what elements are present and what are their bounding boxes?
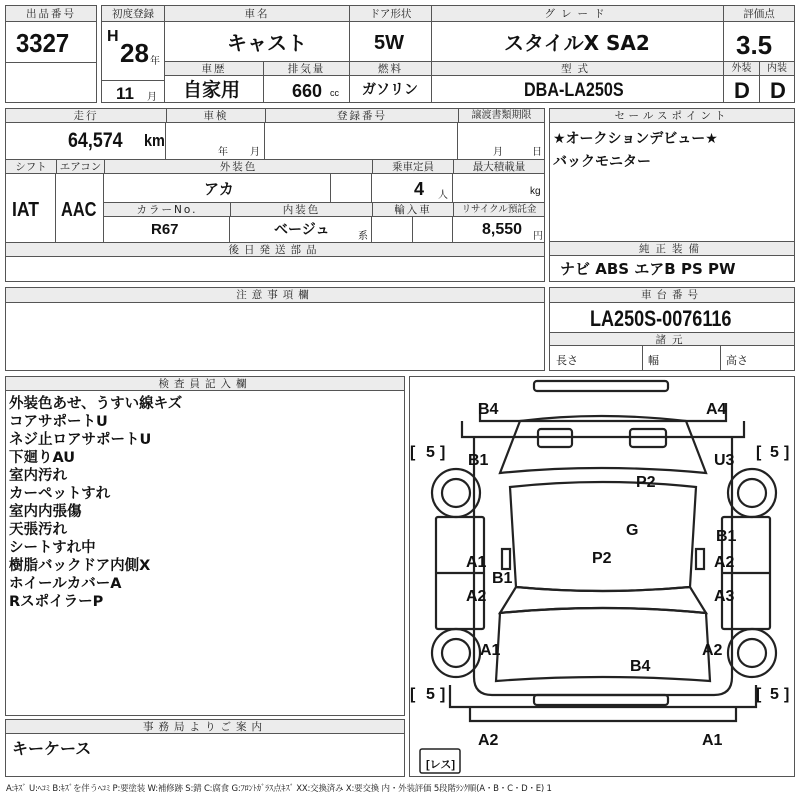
inspector-note: シートすれ中 bbox=[9, 540, 96, 556]
inspector-note: 下廻りAU bbox=[9, 450, 76, 466]
rear-door-right-code: B1 bbox=[716, 528, 737, 545]
rl-tire-bracket-open: [ bbox=[756, 444, 762, 461]
import-label: 輸入車 bbox=[372, 203, 453, 217]
score-box bbox=[723, 5, 795, 62]
transfer-label: 譲渡書類期限 bbox=[458, 109, 544, 123]
interior-grade: D bbox=[770, 78, 786, 103]
fr-tire-bracket-open: [ bbox=[410, 686, 416, 703]
dims-col-2 bbox=[720, 346, 721, 371]
reg-no-label: 登録番号 bbox=[265, 109, 458, 123]
shift-label: シフト bbox=[6, 160, 56, 174]
inspector-note: コアサポートU bbox=[9, 414, 108, 430]
length-label: 長さ bbox=[556, 355, 578, 367]
rear-quarter-left-code: B1 bbox=[468, 452, 489, 469]
rear-bumper-left-code: B4 bbox=[478, 401, 499, 418]
door-label: ドア形状 bbox=[350, 6, 431, 22]
cc-unit: cc bbox=[330, 88, 339, 98]
front-fender-left-code: A1 bbox=[480, 642, 501, 659]
sales-point-box bbox=[549, 108, 795, 242]
damage-codes bbox=[410, 377, 796, 778]
fr-tire-tread: 5 bbox=[426, 686, 435, 703]
options-label: 純正装備 bbox=[550, 242, 794, 256]
options-box bbox=[549, 241, 795, 282]
front-bumper-right-code: A1 bbox=[702, 732, 723, 749]
rl-tire-tread: 5 bbox=[770, 444, 779, 461]
ext-color-value: アカ bbox=[204, 180, 234, 198]
front-door-right-code: A2 bbox=[714, 554, 735, 571]
insp-month-unit: 月 bbox=[250, 147, 260, 158]
rear-quarter-right-code: U3 bbox=[714, 452, 735, 469]
history-label: 車歴 bbox=[165, 62, 263, 76]
inspector-note: 天張汚れ bbox=[9, 522, 67, 538]
fl-tire-bracket-open: [ bbox=[756, 686, 762, 703]
mileage-value: 64,574 bbox=[68, 129, 123, 152]
reg-month: 11 bbox=[116, 84, 134, 103]
legend: A:ｷｽﾞ U:ﾍｺﾐ B:ｷｽﾞを伴うﾍｺﾐ P:要塗装 W:補修跡 S:錆 C:腐食 G:ﾌﾛﾝﾄｶﾞﾗｽ点ｷｽﾞ XX:交換済み X:要交換 内・外装評価 5段階ﾗﾝｸ順(A・B・C・D・E) 1 bbox=[6, 784, 552, 794]
rr-tire-bracket-close: ] bbox=[440, 444, 446, 461]
aircon-label: エアコン bbox=[56, 160, 104, 174]
roof-code: P2 bbox=[636, 474, 656, 491]
history-box bbox=[164, 61, 264, 103]
office-box bbox=[5, 719, 405, 777]
front-bumper-left-code: A2 bbox=[478, 732, 499, 749]
fr-tire-bracket-close: ] bbox=[440, 686, 446, 703]
inspector-note: ネジ止ロアサポートU bbox=[9, 432, 152, 448]
max-load-label: 最大積載量 bbox=[453, 160, 544, 174]
front-fender-right-code: A2 bbox=[702, 642, 723, 659]
recycle-label: リサイクル預託金 bbox=[453, 203, 544, 217]
interior-box bbox=[759, 61, 795, 103]
inspector-label: 検査員記入欄 bbox=[6, 377, 404, 391]
notes-label: 注意事項欄 bbox=[6, 288, 544, 303]
height-label: 高さ bbox=[726, 355, 748, 367]
chassis-value: LA250S-0076116 bbox=[590, 306, 732, 331]
lot-bottom-divider bbox=[5, 62, 97, 63]
damage-diagram bbox=[409, 376, 795, 777]
dims-col-1 bbox=[642, 346, 643, 371]
grade-label: グレード bbox=[432, 6, 723, 22]
fl-tire-bracket-close: ] bbox=[784, 686, 790, 703]
score-label: 評価点 bbox=[724, 6, 794, 22]
exterior-grade: D bbox=[734, 78, 750, 103]
grade-value: スタイルX SA2 bbox=[504, 31, 650, 55]
fuel-box bbox=[349, 61, 432, 103]
person-unit: 人 bbox=[438, 190, 448, 201]
rr-tire-tread: 5 bbox=[426, 444, 435, 461]
fuel-label: 燃料 bbox=[350, 62, 431, 76]
history-value: 自家用 bbox=[183, 79, 241, 101]
fuel-value: ガソリン bbox=[362, 82, 418, 98]
overall-score: 3.5 bbox=[736, 30, 773, 60]
chassis-box bbox=[549, 287, 795, 371]
first-reg-box bbox=[101, 5, 165, 103]
displacement-value: 660 bbox=[292, 81, 323, 101]
inspector-note: 樹脂バックドア内側X bbox=[9, 558, 151, 574]
mileage-label: 走行 bbox=[6, 109, 166, 123]
inspector-box bbox=[5, 376, 405, 716]
ext-color-label: 外装色 bbox=[104, 160, 372, 174]
first-reg-divider bbox=[101, 80, 165, 81]
lot-box bbox=[5, 5, 97, 103]
inspector-note: 室内内張傷 bbox=[9, 504, 82, 520]
km-unit: km bbox=[144, 131, 165, 150]
inspector-notes bbox=[9, 395, 182, 611]
door-left-pillar-code: B1 bbox=[492, 570, 513, 587]
sales-point-label: セールスポイント bbox=[550, 109, 794, 123]
transfer-cell bbox=[457, 123, 458, 159]
int-color-value: ベージュ bbox=[274, 222, 330, 238]
inspector-note: 室内汚れ bbox=[9, 468, 67, 484]
int-color-label: 内装色 bbox=[230, 203, 372, 217]
exterior-label: 外装 bbox=[724, 62, 759, 76]
year-unit: 年 bbox=[150, 56, 160, 67]
capacity-value: 4 bbox=[414, 179, 425, 199]
era-letter: H bbox=[107, 28, 119, 45]
office-label: 事務局よりご案内 bbox=[6, 720, 404, 734]
door-box bbox=[349, 5, 432, 62]
info-grid bbox=[5, 108, 545, 282]
yen-unit: 円 bbox=[533, 231, 543, 242]
front-door-left-code: A2 bbox=[466, 588, 487, 605]
capacity-label: 乗車定員 bbox=[372, 160, 453, 174]
displacement-label: 排気量 bbox=[264, 62, 349, 76]
inspector-note: 外装色あせ、うすい線キズ bbox=[9, 396, 183, 412]
inspector-note: ホイールカバーA bbox=[9, 576, 122, 592]
lot-number: 3327 bbox=[16, 28, 70, 58]
spare-tire-label: [レス] bbox=[426, 759, 455, 771]
model-value: DBA-LA250S bbox=[524, 80, 624, 101]
color-no-col bbox=[229, 217, 230, 242]
shift-col bbox=[55, 174, 56, 242]
reg-year: 28 bbox=[120, 38, 149, 68]
grade-box bbox=[431, 5, 724, 62]
rear-bumper-right-code: A4 bbox=[706, 401, 727, 418]
sales-point-line-1: ★オークションデビュー★ bbox=[553, 131, 718, 147]
hood-center-code: P2 bbox=[592, 550, 612, 567]
rear-door-left-code: A1 bbox=[466, 554, 487, 571]
chassis-label: 車台番号 bbox=[550, 288, 794, 303]
inspector-note: RスポイラーP bbox=[9, 594, 104, 610]
car-name-label: 車名 bbox=[165, 6, 349, 22]
glass-code: G bbox=[626, 522, 639, 539]
front-door-right-code2: A3 bbox=[714, 588, 735, 605]
hood-front-code: B4 bbox=[630, 658, 651, 675]
month-unit: 月 bbox=[147, 92, 157, 103]
insp-year-unit: 年 bbox=[218, 147, 228, 158]
car-name-value: キャスト bbox=[227, 31, 307, 55]
ext-color-split bbox=[330, 174, 331, 202]
model-label: 型式 bbox=[432, 62, 723, 76]
office-text: キーケース bbox=[12, 739, 92, 758]
options-value: ナビ ABS エアB PS PW bbox=[560, 260, 736, 278]
exterior-box bbox=[723, 61, 760, 103]
import-split bbox=[412, 217, 413, 242]
width-label: 幅 bbox=[648, 355, 659, 367]
sales-point-line-2: バックモニター bbox=[553, 154, 651, 170]
aircon-value: AAC bbox=[61, 199, 97, 221]
rl-tire-bracket-close: ] bbox=[784, 444, 790, 461]
rr-tire-bracket-open: [ bbox=[410, 444, 416, 461]
color-no-label: カラーNo. bbox=[104, 203, 230, 217]
displacement-box bbox=[263, 61, 350, 103]
later-parts-label: 後日発送部品 bbox=[6, 243, 544, 257]
shift-value: IAT bbox=[12, 199, 40, 221]
notes-box bbox=[5, 287, 545, 371]
inspection-label: 車検 bbox=[166, 109, 265, 123]
first-reg-label: 初度登録 bbox=[102, 6, 164, 22]
dims-label: 諸元 bbox=[550, 332, 794, 346]
inspector-note: カーペットすれ bbox=[9, 486, 111, 502]
lot-label: 出品番号 bbox=[6, 6, 96, 22]
transfer-day-unit: 日 bbox=[532, 147, 542, 158]
recycle-value: 8,550 bbox=[482, 221, 523, 238]
model-box bbox=[431, 61, 724, 103]
color-no-value: R67 bbox=[151, 221, 179, 238]
kei-unit: 系 bbox=[358, 231, 368, 242]
transfer-month-unit: 月 bbox=[493, 147, 503, 158]
car-name-box bbox=[164, 5, 350, 62]
kg-unit: kg bbox=[530, 186, 541, 197]
door-value: 5W bbox=[374, 32, 404, 54]
interior-label: 内装 bbox=[760, 62, 794, 76]
fl-tire-tread: 5 bbox=[770, 686, 779, 703]
